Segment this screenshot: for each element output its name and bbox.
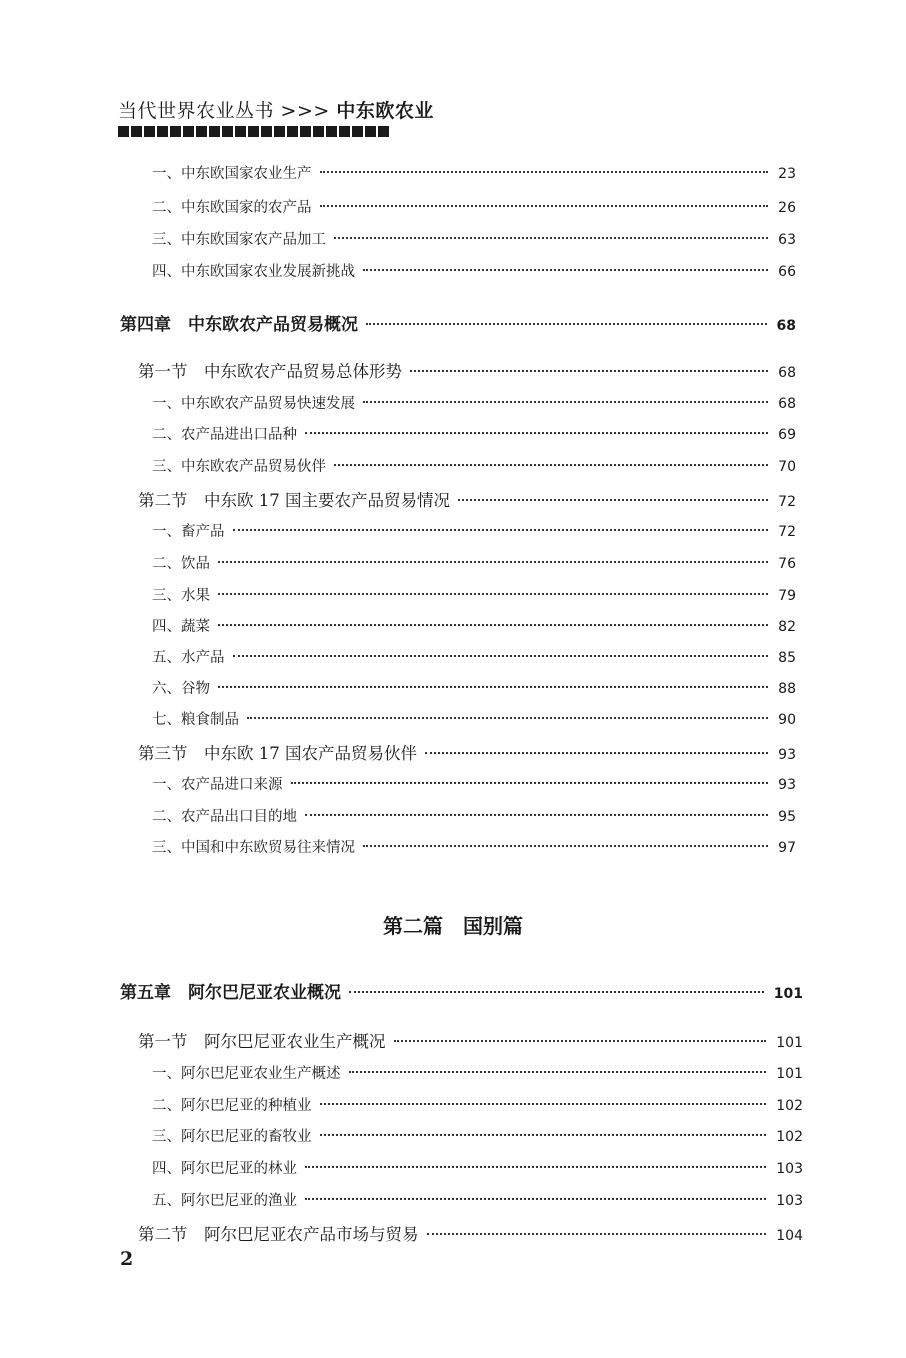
toc-entry-page: 95 (778, 809, 796, 825)
toc-entry-label: 第二节 中东欧 17 国主要农产品贸易情况 (138, 491, 450, 510)
page-number: 2 (120, 1248, 134, 1270)
toc-entry (152, 584, 796, 605)
toc-section (138, 740, 796, 764)
dot-leader (363, 269, 768, 271)
toc-entry-page: 26 (778, 200, 796, 216)
toc-entry (152, 392, 796, 413)
toc-entry-label: 一、阿尔巴尼亚农业生产概述 (152, 1066, 341, 1082)
toc-entry (152, 1189, 803, 1210)
toc-entry (152, 646, 796, 667)
toc-entry-page: 79 (778, 588, 796, 604)
toc-entry-label: 一、畜产品 (152, 524, 225, 540)
toc-entry-page: 102 (776, 1129, 803, 1145)
toc-entry (152, 773, 796, 794)
toc-entry (152, 1062, 803, 1083)
toc-entry-label: 第五章 阿尔巴尼亚农业概况 (120, 983, 341, 1003)
dot-leader (334, 237, 768, 239)
dot-leader (366, 323, 767, 325)
dot-leader (410, 370, 768, 372)
dot-leader (291, 782, 769, 784)
toc-entry (152, 423, 796, 444)
toc-entry-page: 23 (778, 166, 796, 182)
book-title: 中东欧农业 (336, 100, 434, 122)
toc-entry (152, 196, 796, 217)
toc-entry-page: 101 (773, 986, 803, 1002)
toc-entry-label: 四、阿尔巴尼亚的林业 (152, 1161, 297, 1177)
dot-leader (320, 171, 769, 173)
toc-entry-label: 三、中东欧国家农产品加工 (152, 232, 326, 248)
dot-leader (349, 991, 764, 993)
toc-entry-page: 68 (778, 396, 796, 412)
toc-entry-page: 69 (778, 427, 796, 443)
toc-entry-page: 93 (778, 777, 796, 793)
toc-entry (152, 552, 796, 573)
toc-entry (152, 805, 796, 826)
toc-entry-page: 103 (776, 1193, 803, 1209)
dot-leader (218, 561, 768, 563)
toc-entry-label: 二、中东欧国家的农产品 (152, 200, 312, 216)
dot-leader (233, 529, 769, 531)
toc-entry-page: 68 (776, 318, 796, 334)
toc-chapter (120, 978, 803, 1003)
dot-leader (305, 1198, 766, 1200)
toc-entry (152, 708, 796, 729)
toc-entry-label: 四、蔬菜 (152, 619, 210, 635)
toc-entry-label: 第一节 中东欧农产品贸易总体形势 (138, 362, 402, 381)
toc-section (138, 487, 796, 511)
toc-entry-page: 101 (776, 1035, 803, 1051)
toc-entry-label: 二、农产品进出口品种 (152, 427, 297, 443)
toc-entry (152, 1125, 803, 1146)
toc-section (138, 1221, 803, 1245)
toc-entry (152, 1157, 803, 1178)
toc-entry-label: 第三节 中东欧 17 国农产品贸易伙伴 (138, 744, 417, 763)
toc-entry-label: 一、中东欧农产品贸易快速发展 (152, 396, 355, 412)
toc-entry-page: 68 (778, 365, 796, 381)
dot-leader (305, 432, 768, 434)
toc-entry-label: 四、中东欧国家农业发展新挑战 (152, 264, 355, 280)
toc-entry-page: 72 (778, 494, 796, 510)
toc-entry-label: 六、谷物 (152, 681, 210, 697)
toc-entry-label: 七、粮食制品 (152, 712, 239, 728)
dot-leader (349, 1071, 767, 1073)
dot-leader (394, 1040, 767, 1042)
toc-entry-label: 第四章 中东欧农产品贸易概况 (120, 315, 358, 335)
toc-entry-label: 五、阿尔巴尼亚的渔业 (152, 1193, 297, 1209)
toc-entry-page: 66 (778, 264, 796, 280)
dot-leader (320, 1134, 767, 1136)
toc-entry-label: 第一节 阿尔巴尼亚农业生产概况 (138, 1032, 386, 1051)
toc-entry-page: 97 (778, 840, 796, 856)
toc-entry-page: 93 (778, 747, 796, 763)
dot-leader (320, 205, 769, 207)
toc-section (138, 358, 796, 382)
toc-entry-label: 二、阿尔巴尼亚的种植业 (152, 1098, 312, 1114)
toc-entry (152, 615, 796, 636)
toc-entry-page: 82 (778, 619, 796, 635)
toc-entry (152, 520, 796, 541)
dot-leader (233, 655, 769, 657)
dot-leader (363, 845, 768, 847)
toc-entry-page: 101 (776, 1066, 803, 1082)
toc-entry (152, 260, 796, 281)
toc-entry-label: 一、中东欧国家农业生产 (152, 166, 312, 182)
dot-leader (305, 1166, 766, 1168)
dot-leader (218, 593, 768, 595)
toc-entry-page: 104 (776, 1228, 803, 1244)
toc-entry-label: 二、饮品 (152, 556, 210, 572)
dot-leader (320, 1103, 767, 1105)
toc-entry-page: 76 (778, 556, 796, 572)
toc-entry (152, 836, 796, 857)
toc-entry-label: 三、阿尔巴尼亚的畜牧业 (152, 1129, 312, 1145)
toc-entry (152, 228, 796, 249)
toc-entry (152, 1094, 803, 1115)
toc-entry-page: 102 (776, 1098, 803, 1114)
toc-entry-page: 70 (778, 459, 796, 475)
part-title: 第二篇 国别篇 (383, 914, 523, 938)
dot-leader (363, 401, 768, 403)
toc-chapter (120, 310, 796, 335)
toc-entry-page: 103 (776, 1161, 803, 1177)
dot-leader (247, 717, 768, 719)
toc-entry-label: 五、水产品 (152, 650, 225, 666)
toc-entry-label: 三、水果 (152, 588, 210, 604)
toc-entry-page: 90 (778, 712, 796, 728)
toc-entry-label: 三、中国和中东欧贸易往来情况 (152, 840, 355, 856)
toc-entry (152, 162, 796, 183)
toc-entry-page: 72 (778, 524, 796, 540)
toc-entry (152, 455, 796, 476)
dot-leader (218, 624, 768, 626)
toc-entry-page: 88 (778, 681, 796, 697)
toc-entry-label: 二、农产品出口目的地 (152, 809, 297, 825)
dot-leader (305, 814, 768, 816)
toc-entry-label: 三、中东欧农产品贸易伙伴 (152, 459, 326, 475)
toc-entry (152, 677, 796, 698)
dot-leader (427, 1233, 767, 1235)
series-name: 当代世界农业丛书 >>> (118, 100, 330, 122)
toc-entry-page: 63 (778, 232, 796, 248)
dot-leader (334, 464, 768, 466)
dot-leader (425, 752, 768, 754)
toc-entry-label: 第二节 阿尔巴尼亚农产品市场与贸易 (138, 1225, 419, 1244)
dot-leader (218, 686, 768, 688)
dot-leader (458, 499, 768, 501)
toc-entry-label: 一、农产品进口来源 (152, 777, 283, 793)
toc-section (138, 1028, 803, 1052)
toc-entry-page: 85 (778, 650, 796, 666)
